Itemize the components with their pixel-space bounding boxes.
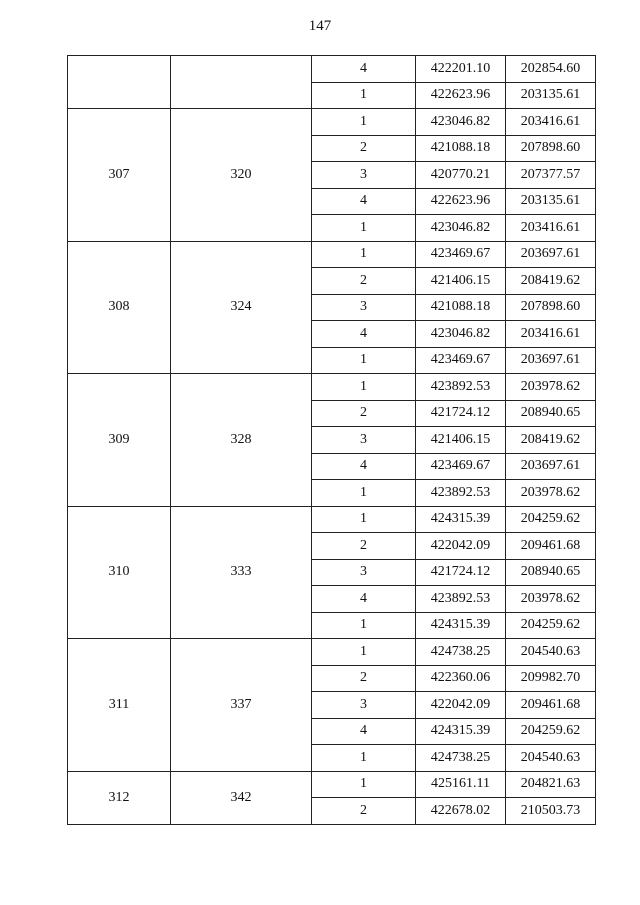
point-number-cell: 4 <box>312 586 416 613</box>
contour-number-cell: 337 <box>171 639 312 772</box>
table-row <box>68 506 596 533</box>
contour-number-cell: 342 <box>171 771 312 824</box>
y-coordinate-cell: 208419.62 <box>506 427 596 454</box>
parcel-number-cell: 312 <box>68 771 171 824</box>
point-number-cell: 1 <box>312 506 416 533</box>
parcel-number-cell: 309 <box>68 374 171 507</box>
y-coordinate-cell: 202854.60 <box>506 56 596 83</box>
contour-number-cell <box>171 56 312 109</box>
y-coordinate-cell: 203978.62 <box>506 374 596 401</box>
y-coordinate-cell: 208940.65 <box>506 400 596 427</box>
x-coordinate-cell: 423046.82 <box>416 215 506 242</box>
y-coordinate-cell: 203416.61 <box>506 109 596 136</box>
x-coordinate-cell: 422678.02 <box>416 798 506 825</box>
x-coordinate-cell: 422201.10 <box>416 56 506 83</box>
point-number-cell: 1 <box>312 374 416 401</box>
point-number-cell: 1 <box>312 480 416 507</box>
x-coordinate-cell: 421088.18 <box>416 135 506 162</box>
point-number-cell: 2 <box>312 798 416 825</box>
x-coordinate-cell: 423469.67 <box>416 241 506 268</box>
point-number-cell: 1 <box>312 771 416 798</box>
y-coordinate-cell: 204821.63 <box>506 771 596 798</box>
x-coordinate-cell: 424315.39 <box>416 506 506 533</box>
y-coordinate-cell: 203416.61 <box>506 215 596 242</box>
y-coordinate-cell: 209461.68 <box>506 533 596 560</box>
point-number-cell: 1 <box>312 612 416 639</box>
table-row <box>68 639 596 666</box>
y-coordinate-cell: 204540.63 <box>506 745 596 772</box>
table-row <box>68 241 596 268</box>
y-coordinate-cell: 203978.62 <box>506 586 596 613</box>
y-coordinate-cell: 204259.62 <box>506 506 596 533</box>
contour-number-cell: 333 <box>171 506 312 639</box>
point-number-cell: 2 <box>312 400 416 427</box>
y-coordinate-cell: 210503.73 <box>506 798 596 825</box>
table-row <box>68 109 596 136</box>
x-coordinate-cell: 424315.39 <box>416 718 506 745</box>
x-coordinate-cell: 421724.12 <box>416 400 506 427</box>
point-number-cell: 1 <box>312 347 416 374</box>
x-coordinate-cell: 424315.39 <box>416 612 506 639</box>
point-number-cell: 1 <box>312 745 416 772</box>
point-number-cell: 4 <box>312 321 416 348</box>
table-row <box>68 56 596 83</box>
point-number-cell: 2 <box>312 135 416 162</box>
x-coordinate-cell: 421724.12 <box>416 559 506 586</box>
point-number-cell: 3 <box>312 162 416 189</box>
x-coordinate-cell: 422623.96 <box>416 188 506 215</box>
contour-number-cell: 324 <box>171 241 312 374</box>
x-coordinate-cell: 421088.18 <box>416 294 506 321</box>
table-row <box>68 374 596 401</box>
x-coordinate-cell: 424738.25 <box>416 639 506 666</box>
x-coordinate-cell: 423469.67 <box>416 453 506 480</box>
y-coordinate-cell: 203697.61 <box>506 347 596 374</box>
x-coordinate-cell: 422360.06 <box>416 665 506 692</box>
y-coordinate-cell: 203135.61 <box>506 188 596 215</box>
parcel-number-cell: 311 <box>68 639 171 772</box>
x-coordinate-cell: 423892.53 <box>416 374 506 401</box>
contour-number-cell: 320 <box>171 109 312 242</box>
contour-number-cell: 328 <box>171 374 312 507</box>
parcel-number-cell: 308 <box>68 241 171 374</box>
y-coordinate-cell: 203697.61 <box>506 453 596 480</box>
x-coordinate-cell: 424738.25 <box>416 745 506 772</box>
x-coordinate-cell: 423469.67 <box>416 347 506 374</box>
y-coordinate-cell: 203978.62 <box>506 480 596 507</box>
point-number-cell: 3 <box>312 692 416 719</box>
x-coordinate-cell: 423046.82 <box>416 321 506 348</box>
y-coordinate-cell: 203416.61 <box>506 321 596 348</box>
point-number-cell: 2 <box>312 533 416 560</box>
x-coordinate-cell: 423892.53 <box>416 586 506 613</box>
parcel-number-cell: 310 <box>68 506 171 639</box>
y-coordinate-cell: 209461.68 <box>506 692 596 719</box>
point-number-cell: 1 <box>312 109 416 136</box>
y-coordinate-cell: 203135.61 <box>506 82 596 109</box>
x-coordinate-cell: 422042.09 <box>416 533 506 560</box>
y-coordinate-cell: 204540.63 <box>506 639 596 666</box>
parcel-number-cell: 307 <box>68 109 171 242</box>
y-coordinate-cell: 207898.60 <box>506 294 596 321</box>
y-coordinate-cell: 204259.62 <box>506 612 596 639</box>
y-coordinate-cell: 209982.70 <box>506 665 596 692</box>
point-number-cell: 3 <box>312 427 416 454</box>
x-coordinate-cell: 422042.09 <box>416 692 506 719</box>
x-coordinate-cell: 421406.15 <box>416 268 506 295</box>
point-number-cell: 1 <box>312 82 416 109</box>
point-number-cell: 3 <box>312 559 416 586</box>
table-row <box>68 771 596 798</box>
x-coordinate-cell: 420770.21 <box>416 162 506 189</box>
point-number-cell: 1 <box>312 215 416 242</box>
point-number-cell: 4 <box>312 188 416 215</box>
point-number-cell: 2 <box>312 268 416 295</box>
x-coordinate-cell: 422623.96 <box>416 82 506 109</box>
page-number: 147 <box>308 18 332 34</box>
point-number-cell: 4 <box>312 453 416 480</box>
x-coordinate-cell: 425161.11 <box>416 771 506 798</box>
point-number-cell: 4 <box>312 718 416 745</box>
point-number-cell: 1 <box>312 639 416 666</box>
y-coordinate-cell: 208419.62 <box>506 268 596 295</box>
x-coordinate-cell: 423046.82 <box>416 109 506 136</box>
x-coordinate-cell: 421406.15 <box>416 427 506 454</box>
y-coordinate-cell: 208940.65 <box>506 559 596 586</box>
y-coordinate-cell: 203697.61 <box>506 241 596 268</box>
y-coordinate-cell: 204259.62 <box>506 718 596 745</box>
y-coordinate-cell: 207898.60 <box>506 135 596 162</box>
coordinates-table-body <box>68 56 596 825</box>
point-number-cell: 2 <box>312 665 416 692</box>
coordinates-table <box>67 55 596 825</box>
point-number-cell: 3 <box>312 294 416 321</box>
point-number-cell: 1 <box>312 241 416 268</box>
y-coordinate-cell: 207377.57 <box>506 162 596 189</box>
point-number-cell: 4 <box>312 56 416 83</box>
parcel-number-cell <box>68 56 171 109</box>
x-coordinate-cell: 423892.53 <box>416 480 506 507</box>
